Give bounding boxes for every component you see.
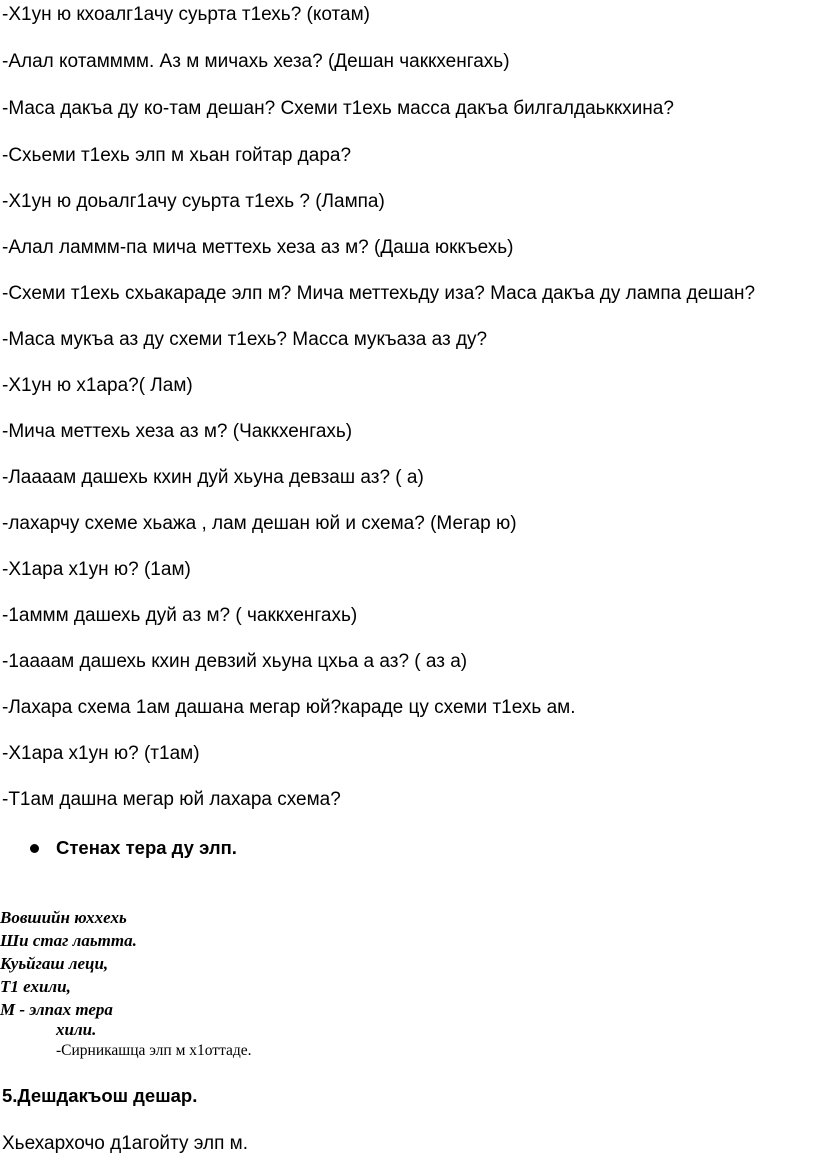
dialogue-line-8: -Маса мукъа аз ду схеми т1ехь? Масса мукъаза аз ду? <box>2 329 488 350</box>
dialogue-line-12: -лахарчу схеме хьажа , лам дешан юй и схема? (Мегар ю) <box>2 513 517 534</box>
section-heading: 5.Дешдакъош дешар. <box>2 1085 198 1106</box>
dialogue-line-16: -Лахара схема 1ам дашана мегар юй?караде цу схеми т1ехь ам. <box>2 697 576 718</box>
activity-instruction: -Сирникашца элп м х1оттаде. <box>56 1042 252 1059</box>
dialogue-line-4: -Схьеми т1ехь элп м хьан гойтар дара? <box>2 145 352 166</box>
dialogue-line-1: -Х1ун ю кхоалг1ачу суьрта т1ехь? (котам) <box>2 4 371 25</box>
dialogue-line-5: -Х1ун ю доьалг1ачу суьрта т1ехь ? (Лампа) <box>2 191 385 212</box>
dialogue-line-3: -Маса дакъа ду ко-там дешан? Схеми т1ехь масса дакъа билгалдаьккхина? <box>2 98 674 119</box>
closing-line: Хьехархочо д1агойту элп м. <box>2 1133 248 1154</box>
bullet-dot-icon <box>30 844 39 853</box>
dialogue-line-10: -Мича меттехь хеза аз м? (Чаккхенгахь) <box>2 421 353 442</box>
dialogue-line-18: -Т1ам дашна мегар юй лахара схема? <box>2 789 341 810</box>
poem-line-4: Т1 ехили, <box>0 977 71 996</box>
dialogue-line-14: -1аммм дашехь дуй аз м? ( чаккхенгахь) <box>2 605 358 626</box>
poem-line-2: Ши стаг лаьтта. <box>0 931 137 950</box>
dialogue-line-11: -Лаааам дашехь кхин дуй хьуна девзаш аз? ( а) <box>2 467 424 488</box>
bullet-text: Стенах тера ду элп. <box>56 837 237 858</box>
poem-line-5: М - элпах тера <box>0 1000 113 1019</box>
poem-line-1: Вовшийн юххехь <box>0 908 127 927</box>
dialogue-line-13: -Х1ара х1ун ю? (1ам) <box>2 559 191 580</box>
dialogue-line-9: -Х1ун ю х1ара?( Лам) <box>2 375 193 396</box>
dialogue-line-7: -Схеми т1ехь схьакараде элп м? Мича меттехьду иза? Маса дакъа ду лампа дешан? <box>2 283 756 304</box>
poem-line-3: Куьйгаш леци, <box>0 954 109 973</box>
dialogue-line-17: -Х1ара х1ун ю? (т1ам) <box>2 743 200 764</box>
dialogue-line-15: -1аааам дашехь кхин девзий хьуна цхьа а аз? ( аз а) <box>2 651 468 672</box>
poem-line-6: хили. <box>56 1020 97 1039</box>
dialogue-line-2: -Алал котамммм. Аз м мичахь хеза? (Дешан чаккхенгахь) <box>2 51 510 72</box>
bullet-item <box>30 836 237 860</box>
dialogue-line-6: -Алал ламмм-па мича меттехь хеза аз м? (Даша юккъехь) <box>2 237 514 258</box>
